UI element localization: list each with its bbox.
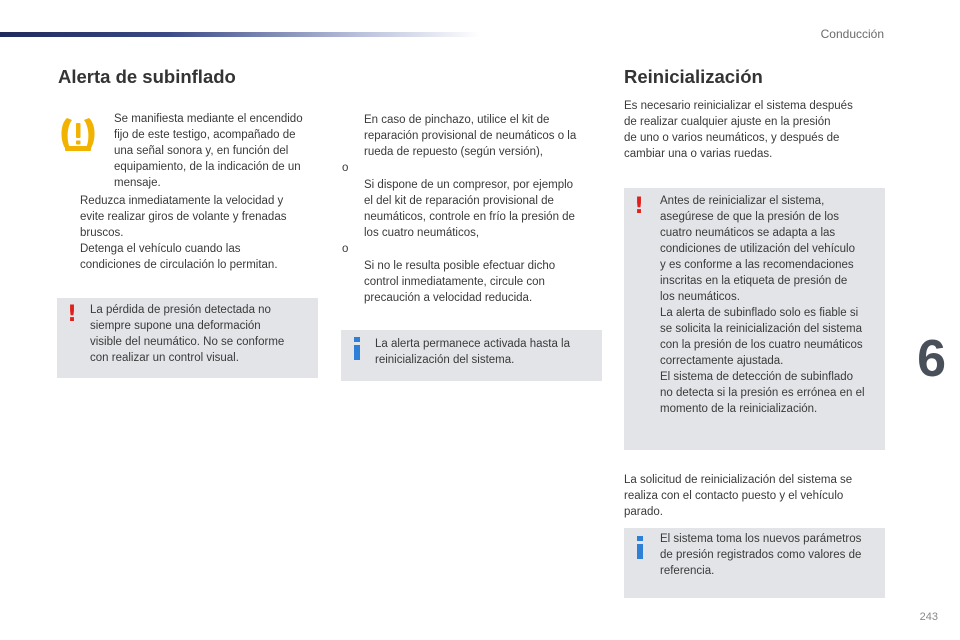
section-label: Conducción [820, 27, 884, 41]
warning-exclamation-icon: ! [634, 194, 645, 219]
right-intro: Es necesario reinicializar el sistema después de realizar cualquier ajuste en la presión de uno o varios neumáticos, y después de cambiar una o varias ruedas. [624, 100, 853, 160]
tire-pressure-warning-icon [58, 114, 98, 156]
page-number: 243 [919, 611, 938, 623]
middle-info-box: La alerta permanece activada hasta la reinicialización del sistema. [341, 330, 602, 381]
right-info-box: El sistema toma los nuevos parámetros de presión registrados como valores de referencia. [624, 528, 885, 598]
right-request-text: La solicitud de reinicialización del sistema se realiza con el contacto puesto y el vehículo parado. [624, 474, 853, 518]
middle-or-2: o [342, 243, 349, 255]
reset-title: Reinicialización [624, 66, 763, 87]
left-warning-box: ! La pérdida de presión detectada no siempre supone una deformación visible del neumático. No se conforme con realizar un control visual. [57, 298, 318, 378]
middle-or-1: o [342, 162, 349, 174]
underinflation-alert-title: Alerta de subinflado [58, 66, 236, 87]
left-intro: Se manifiesta mediante el encendido fijo de este testigo, acompañado de una señal sonora y, en función del equipamiento, de la indicación de un mensaje. [114, 113, 303, 189]
right-warning-box: ! Antes de reinicializar el sistema, asegúrese de que la presión de los cuatro neumáticos se adapta a las condiciones de utilización del vehículo y es conforme a las recomendaciones inscritas en la etiqueta de presión de los neumáticos. La alerta de subinflado solo es fiable si se solicita la reinicialización del sistema con la presión de los cuatro neumáticos correctamente ajustada. El sistema de detección de subinflado no detecta si la presión es errónea en el momento de la reinicialización. [624, 188, 885, 450]
header-color-bar [0, 32, 480, 37]
warning-exclamation-icon: ! [67, 302, 78, 327]
chapter-number: 6 [917, 330, 946, 388]
